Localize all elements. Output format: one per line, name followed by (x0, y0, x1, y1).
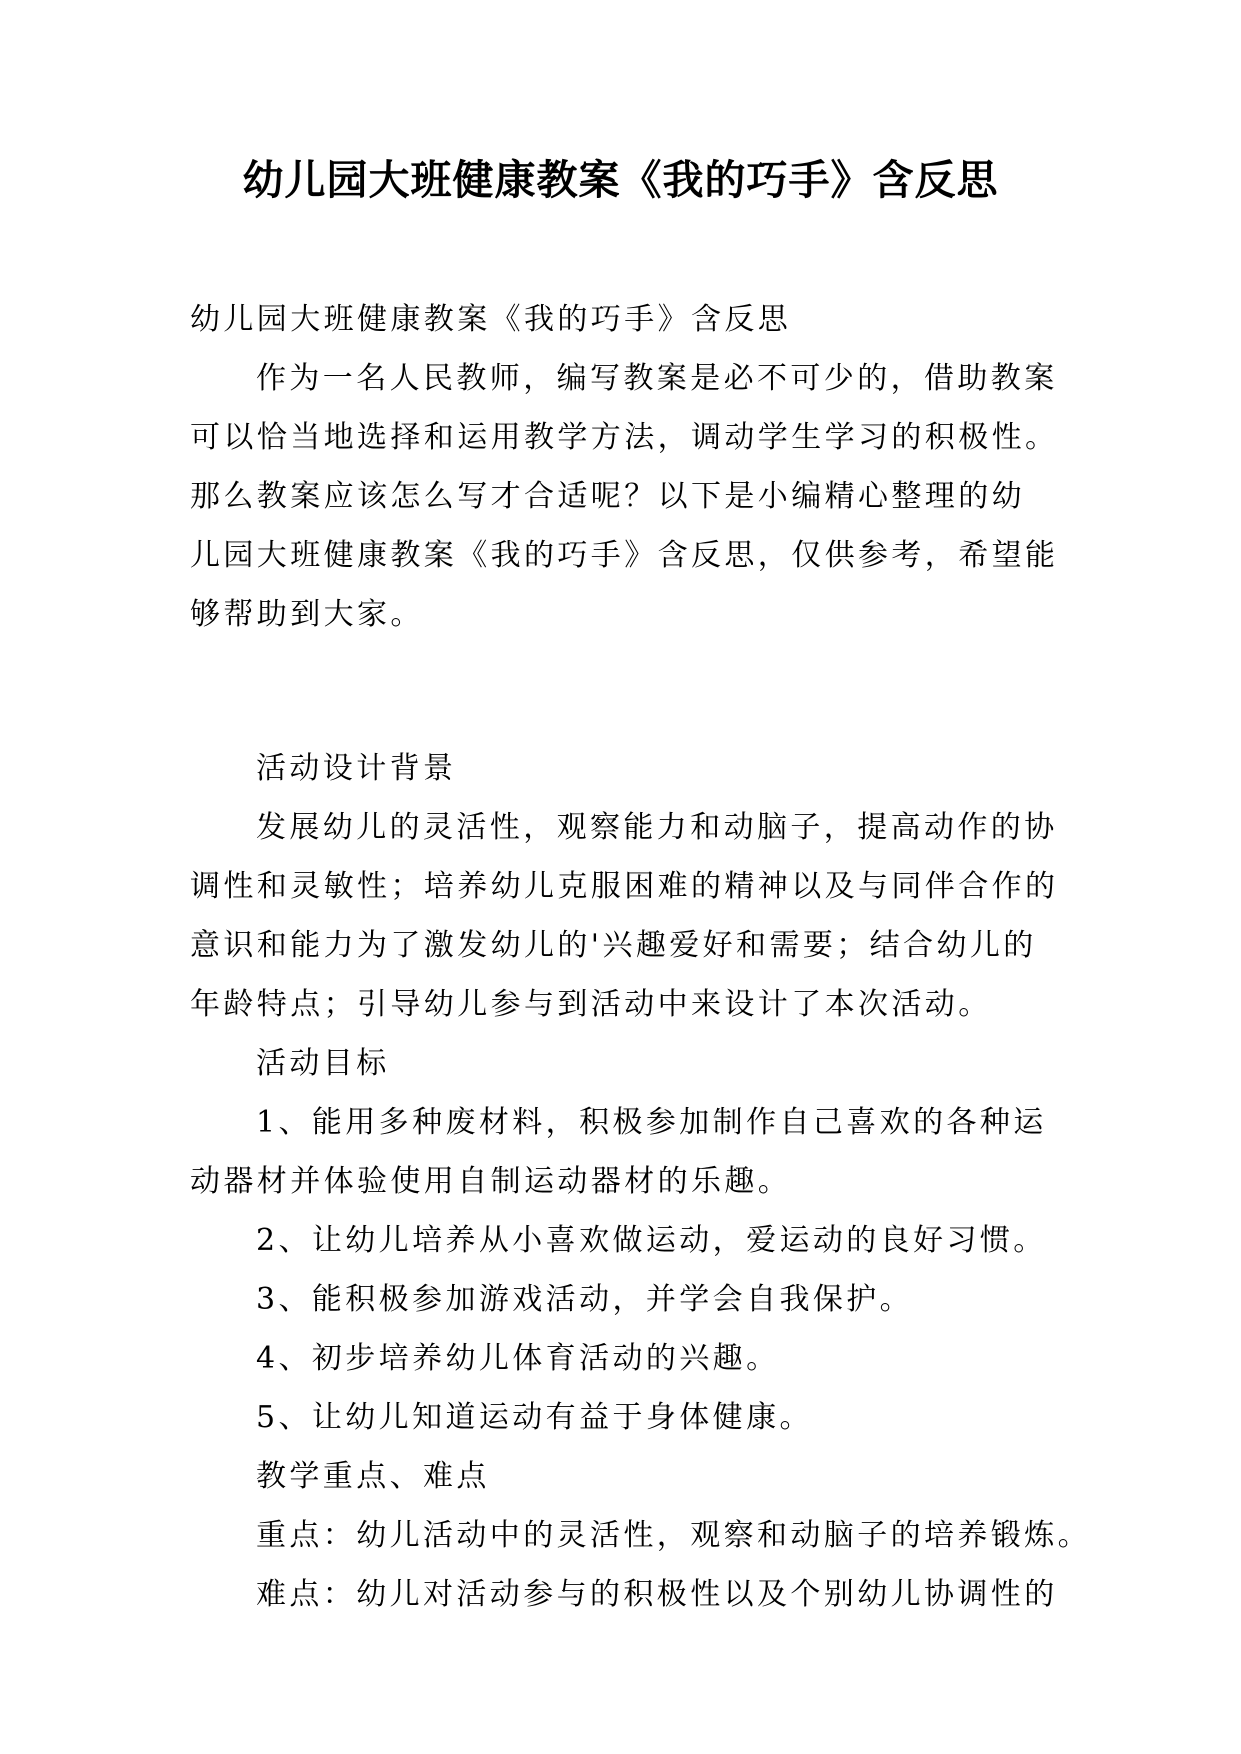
intro-line: 作为一名人民教师，编写教案是必不可少的，借助教案 (256, 361, 1058, 396)
paragraph-gap (190, 644, 1056, 739)
goal-item: 2、让幼儿培养从小喜欢做运动，爱运动的良好习惯。 (256, 1223, 1047, 1258)
goal-item: 1、能用多种废材料，积极参加制作自己喜欢的各种运 (256, 1105, 1047, 1140)
intro-line: 那么教案应该怎么写才合适呢？以下是小编精心整理的幼 (190, 479, 1025, 514)
difficulty-line: 难点：幼儿对活动参与的积极性以及个别幼儿协调性的 (256, 1577, 1058, 1612)
section-heading-background: 活动设计背景 (256, 751, 457, 786)
goal-item: 4、初步培养幼儿体育活动的兴趣。 (256, 1341, 780, 1376)
goal-item: 5、让幼儿知道运动有益于身体健康。 (256, 1400, 813, 1435)
document-title: 幼儿园大班健康教案《我的巧手》含反思 (242, 156, 999, 204)
intro-line: 儿园大班健康教案《我的巧手》含反思，仅供参考，希望能 (190, 538, 1059, 573)
intro-line: 可以恰当地选择和运用教学方法，调动学生学习的积极性。 (190, 420, 1059, 455)
section-heading-goals: 活动目标 (256, 1046, 390, 1081)
background-line: 发展幼儿的灵活性，观察能力和动脑子，提高动作的协 (256, 810, 1058, 845)
key-point-line: 重点：幼儿活动中的灵活性，观察和动脑子的培养锻炼。 (256, 1518, 1091, 1553)
subtitle-line: 幼儿园大班健康教案《我的巧手》含反思 (190, 302, 792, 337)
intro-line: 够帮助到大家。 (190, 597, 424, 632)
document-body (190, 290, 1091, 1624)
goal-item: 3、能积极参加游戏活动，并学会自我保护。 (256, 1282, 914, 1317)
background-line: 年龄特点；引导幼儿参与到活动中来设计了本次活动。 (190, 987, 992, 1022)
section-heading-key-points: 教学重点、难点 (256, 1459, 490, 1494)
goal-item-continuation: 动器材并体验使用自制运动器材的乐趣。 (190, 1164, 792, 1199)
background-line: 调性和灵敏性；培养幼儿克服困难的精神以及与同伴合作的 (190, 869, 1059, 904)
background-line: 意识和能力为了激发幼儿的'兴趣爱好和需要；结合幼儿的 (190, 928, 1037, 963)
